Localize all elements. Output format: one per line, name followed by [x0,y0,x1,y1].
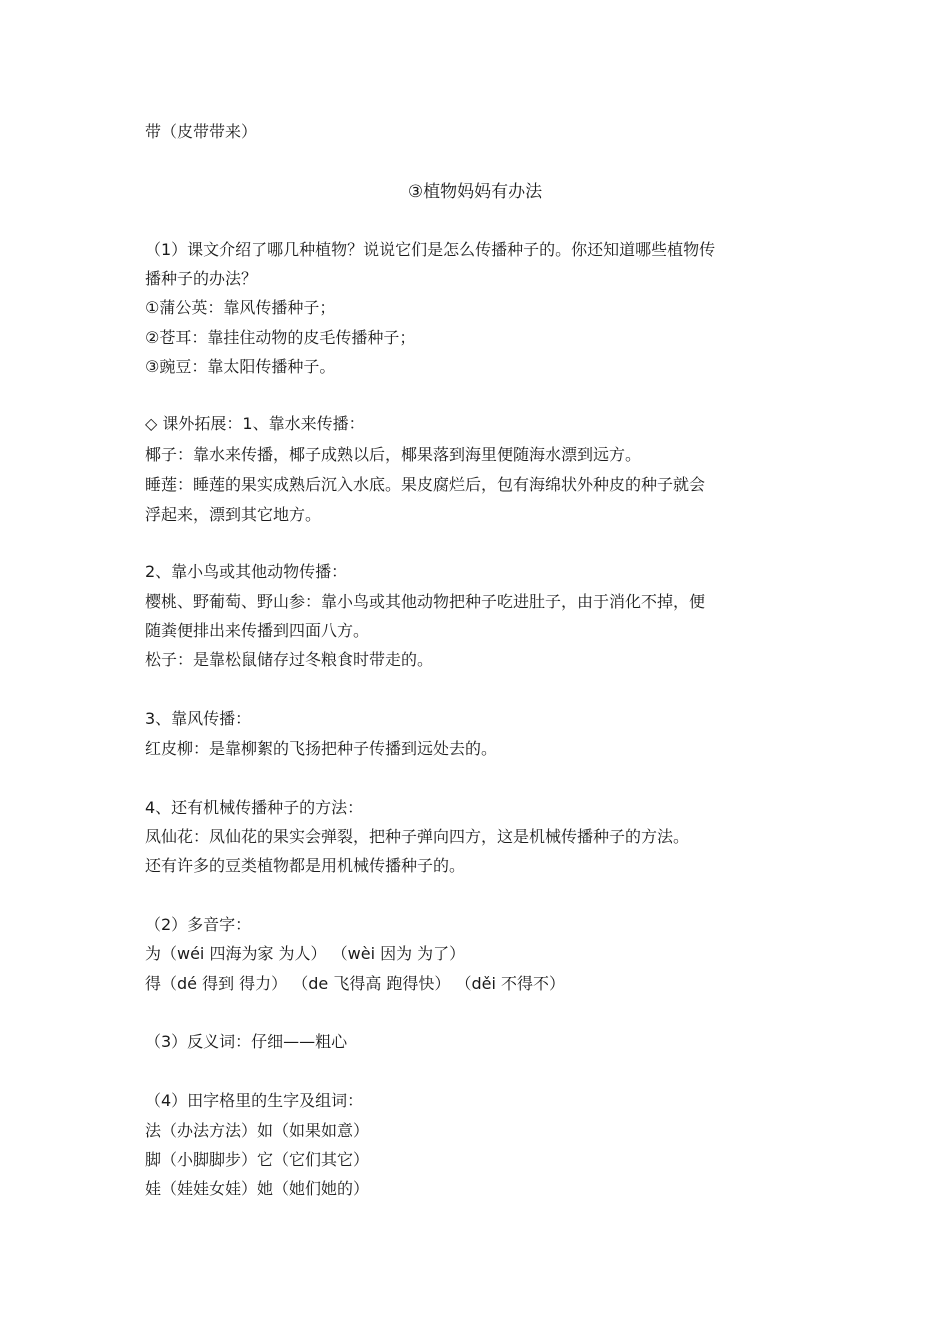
q4-heading: （4）田字格里的生字及组词： [145,1091,364,1110]
q4-line-2: 脚（小脚脚步）它（它们其它） [145,1150,370,1169]
q1-question-line-2: 播种子的办法？ [145,269,258,288]
wind-heading: 3、靠风传播： [145,709,252,728]
q4-line-1: 法（办法方法）如（如果如意） [145,1121,370,1140]
q2-line-2: 得（dé 得到 得力） （de 飞得高 跑得快） （děi 不得不） [145,974,566,993]
q1-answer-2: ②苍耳：靠挂住动物的皮毛传播种子； [145,328,416,347]
mech-heading: 4、还有机械传播种子的方法： [145,798,364,817]
animal-line-2: 随粪便排出来传播到四面八方。 [145,621,370,640]
q4-line-3: 娃（娃娃女娃）她（她们她的） [145,1179,370,1198]
animal-line-1: 樱桃、野葡萄、野山参：靠小鸟或其他动物把种子吃进肚子，由于消化不掉，便 [145,592,706,611]
animal-line-3: 松子：是靠松鼠储存过冬粮食时带走的。 [145,650,434,669]
q1-answer-3: ③豌豆：靠太阳传播种子。 [145,357,336,376]
q2-heading: （2）多音字： [145,915,252,934]
water-line-3: 浮起来，漂到其它地方。 [145,505,322,524]
water-line-1: 椰子：靠水来传播，椰子成熟以后，椰果落到海里便随海水漂到远方。 [145,445,642,464]
intro-line: 带（皮带带来） [145,122,258,141]
q1-question-line-1: （1）课文介绍了哪几种植物？说说它们是怎么传播种子的。你还知道哪些植物传 [145,240,716,259]
q1-answer-1: ①蒲公英：靠风传播种子； [145,298,336,317]
q2-line-1: 为（wéi 四海为家 为人） （wèi 因为 为了） [145,944,466,963]
q3-line: （3）反义词：仔细——粗心 [145,1032,348,1051]
animal-heading: 2、靠小鸟或其他动物传播： [145,562,348,581]
wind-line-1: 红皮柳：是靠柳絮的飞扬把种子传播到远处去的。 [145,739,498,758]
lesson-title: ③植物妈妈有办法 [407,182,543,202]
water-line-2: 睡莲：睡莲的果实成熟后沉入水底。果皮腐烂后，包有海绵状外种皮的种子就会 [145,475,706,494]
mech-line-1: 凤仙花：凤仙花的果实会弹裂，把种子弹向四方，这是机械传播种子的方法。 [145,827,690,846]
extension-heading: ◇ 课外拓展：1、靠水来传播： [145,414,365,433]
mech-line-2: 还有许多的豆类植物都是用机械传播种子的。 [145,856,466,875]
